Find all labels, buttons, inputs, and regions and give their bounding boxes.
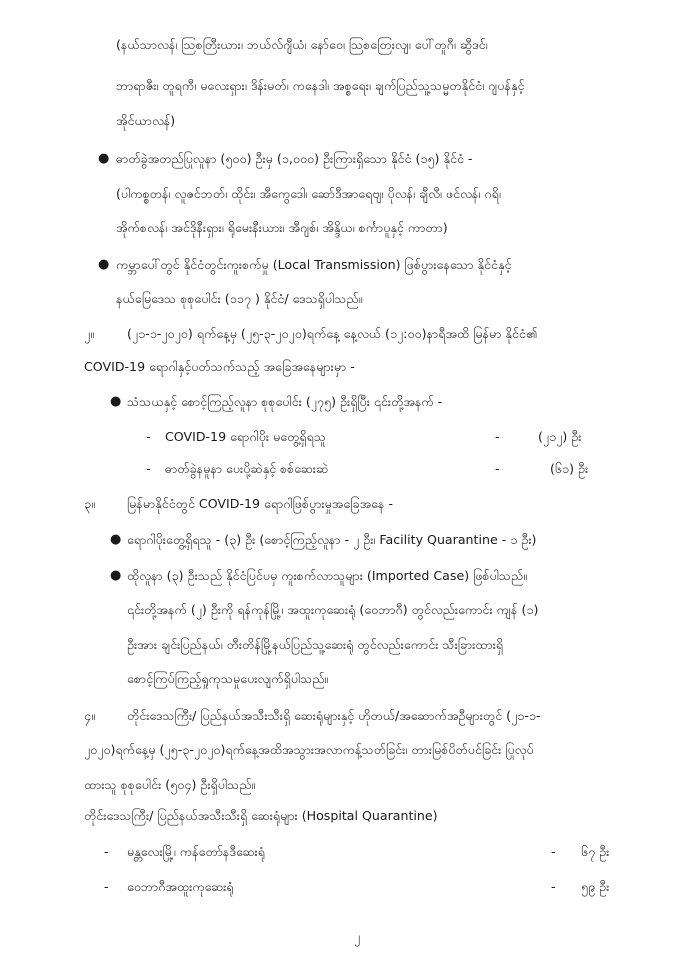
- section-3-bullet-2-line-4: စောင့်ကြပ်ကြည့်ရှုကုသမှုပေးလျက်ရှိပါသည်။: [127, 671, 329, 686]
- section-4-subtitle: တိုင်းဒေသကြီး/ ပြည်နယ်အသီးသီးရှိ ဆေးရုံများ (Hospital Quarantine): [84, 808, 438, 823]
- dash-marker: -: [104, 879, 109, 894]
- bullet-1-line-3: အိုက်စလန်၊ အင်ဒိုနီးရှား၊ ရိုမေးနီးယား၊ အီဂျစ်၊ အိန္ဒိယ၊ စင်္ကာပူနှင့် ကာတာ): [116, 220, 448, 235]
- section-2-line-1: (၂၁-၁-၂၀၂၀) ရက်နေ့မှ (၂၅-၃-၂၀၂၀)ရက်နေ့ နေ့လယ် (၁၂:၀၀)နာရီအထိ မြန်မာ နိုင်ငံ၏: [127, 326, 538, 341]
- section-2-number: ၂။: [84, 326, 94, 341]
- dash-marker: -: [551, 844, 556, 859]
- section-3-number: ၃။: [84, 496, 95, 511]
- section-4-line-1: တိုင်းဒေသကြီး/ ပြည်နယ်အသီးသီးရှိ ဆေးရုံများနှင့် ဟိုတယ်/အဆောက်အဦများတွင် (၂၁-၁-: [127, 708, 541, 723]
- top-line-3: အိုင်ယာလန်): [116, 113, 176, 128]
- bullet-dot-icon: ●: [110, 394, 122, 409]
- section-3-title: မြန်မာနိုင်ငံတွင် COVID-19 ရောဂါဖြစ်ပွားမှုအခြေအနေ -: [127, 496, 394, 511]
- bullet-dot-icon: ●: [98, 257, 110, 272]
- bullet-2-line-2: နယ်မြေဒေသ စုစုပေါင်း (၁၁၇ ) နိုင်ငံ/ ဒေသရှိပါသည်။: [116, 291, 363, 306]
- dash-marker: -: [146, 429, 151, 444]
- dash-marker: -: [104, 844, 109, 859]
- section-4-item-2-value: ၅၉ ဦး: [581, 879, 610, 894]
- bullet-1-line-2: (ပါကစ္စတန်၊ လူဇင်ဘတ်၊ ထိုင်း၊ အီကွေဒေါ၊ ဆော်ဒီအာရေဗျ၊ ပိုလန်၊ ချီလီ၊ ဖင်လန်၊ ဂရိ၊: [116, 186, 501, 201]
- section-2-line-2: COVID-19 ရောဂါနှင့်ပတ်သက်သည့် အခြေအနေများမှာ -: [84, 359, 355, 374]
- section-3-bullet-2-line-2: ၎င်းတို့အနက် (၂) ဦးကို ရန်ကုန်မြို့၊ အထူးကုဆေးရုံ (ဝေဘာဂီ) တွင်လည်းကောင်း ကျန် (၁): [127, 602, 539, 617]
- bullet-dot-icon: ●: [110, 532, 122, 547]
- bullet-dot-icon: ●: [110, 568, 122, 583]
- section-2-item-2-value: (၆၁) ဦး: [550, 461, 589, 476]
- page-number: ၂: [354, 929, 361, 944]
- bullet-dot-icon: ●: [98, 151, 110, 166]
- section-4-line-2: ၂၀၂၀)ရက်နေ့မှ (၂၅-၃-၂၀၂၀)ရက်နေ့အထိအသွားအလာကန့်သတ်ခြင်း၊ တားမြစ်ပိတ်ပင်ခြင်း ပြုလုပ်: [84, 742, 534, 757]
- section-3-bullet-1: ရောဂါပိုးတွေ့ရှိရသူ - (၃) ဦး (စောင့်ကြည့်လူနာ - ၂ ဦး၊ Facility Quarantine - ၁ ဦး): [127, 532, 537, 547]
- section-3-bullet-2-line-3: ဦးအား ချင်းပြည်နယ်၊ တီးတိန်မြို့နယ်ပြည်သူ့ဆေးရုံ တွင်လည်းကောင်း သီးခြားထားရှိ: [127, 637, 504, 652]
- top-line-2: ဘာရာဇီး၊ တူရကီ၊ မလေးရှား၊ ဒိန်းမတ်၊ ကနေဒါ၊ အစ္စရေး၊ ချက်ပြည်သူ့သမ္မတနိုင်ငံ၊ ဂျပန်နှင့်: [116, 78, 525, 93]
- section-3-bullet-2-line-1: ထိုလူနာ (၃) ဦးသည် နိုင်ငံပြင်ပမှ ကူးစက်လာသူများ (Imported Case) ဖြစ်ပါသည်။: [127, 568, 528, 583]
- section-4-line-3: ထားသူ စုစုပေါင်း (၅၀၄) ဦးရှိပါသည်။: [84, 777, 256, 792]
- dash-marker: -: [495, 429, 500, 444]
- top-line-1: (နယ်သာလန်၊ ဩစတြီးယား၊ ဘယ်လ်ဂျီယံ၊ နော်ဝေ၊ ဩစတြေးလျ၊ ပေါ်တူဂီ၊ ဆွီဒင်၊: [116, 37, 488, 52]
- section-2-item-2-label: ဓာတ်ခွဲနမူနာ ပေးပို့ဆဲနှင့် စစ်ဆေးဆဲ: [165, 461, 329, 476]
- section-2-item-1-value: (၂၁၂) ဦး: [538, 429, 582, 444]
- dash-marker: -: [495, 461, 500, 476]
- bullet-2-line-1: ကမ္ဘာပေါ်တွင် နိုင်ငံတွင်းကူးစက်မှု (Local Transmission) ဖြစ်ပွားနေသော နိုင်ငံနှင့်: [116, 257, 512, 272]
- section-4-number: ၄။: [84, 708, 95, 723]
- section-2-item-1-label: COVID-19 ရောဂါပိုး မတွေ့ရှိရသူ: [165, 429, 327, 444]
- bullet-1-line-1: ဓာတ်ခွဲအတည်ပြုလူနာ (၅၀၀) ဦးမှ (၁,၀၀၀) ဦးကြားရှိသော နိုင်ငံ (၁၅) နိုင်ငံ -: [116, 151, 473, 166]
- dash-marker: -: [146, 461, 151, 476]
- section-2-bullet: သံသယနှင့် စောင့်ကြည့်လူနာ စုစုပေါင်း (၂၇၅) ဦးရှိပြီး ၎င်းတို့အနက် -: [127, 394, 443, 409]
- section-4-item-1-label: မန္တလေးမြို့၊ ကန်တော်နဒီဆေးရုံ: [127, 844, 265, 859]
- dash-marker: -: [551, 879, 556, 894]
- section-4-item-2-label: ဝေဘာဂီအထူးကုဆေးရုံ: [127, 879, 234, 894]
- section-4-item-1-value: ၆၇ ဦး: [581, 844, 610, 859]
